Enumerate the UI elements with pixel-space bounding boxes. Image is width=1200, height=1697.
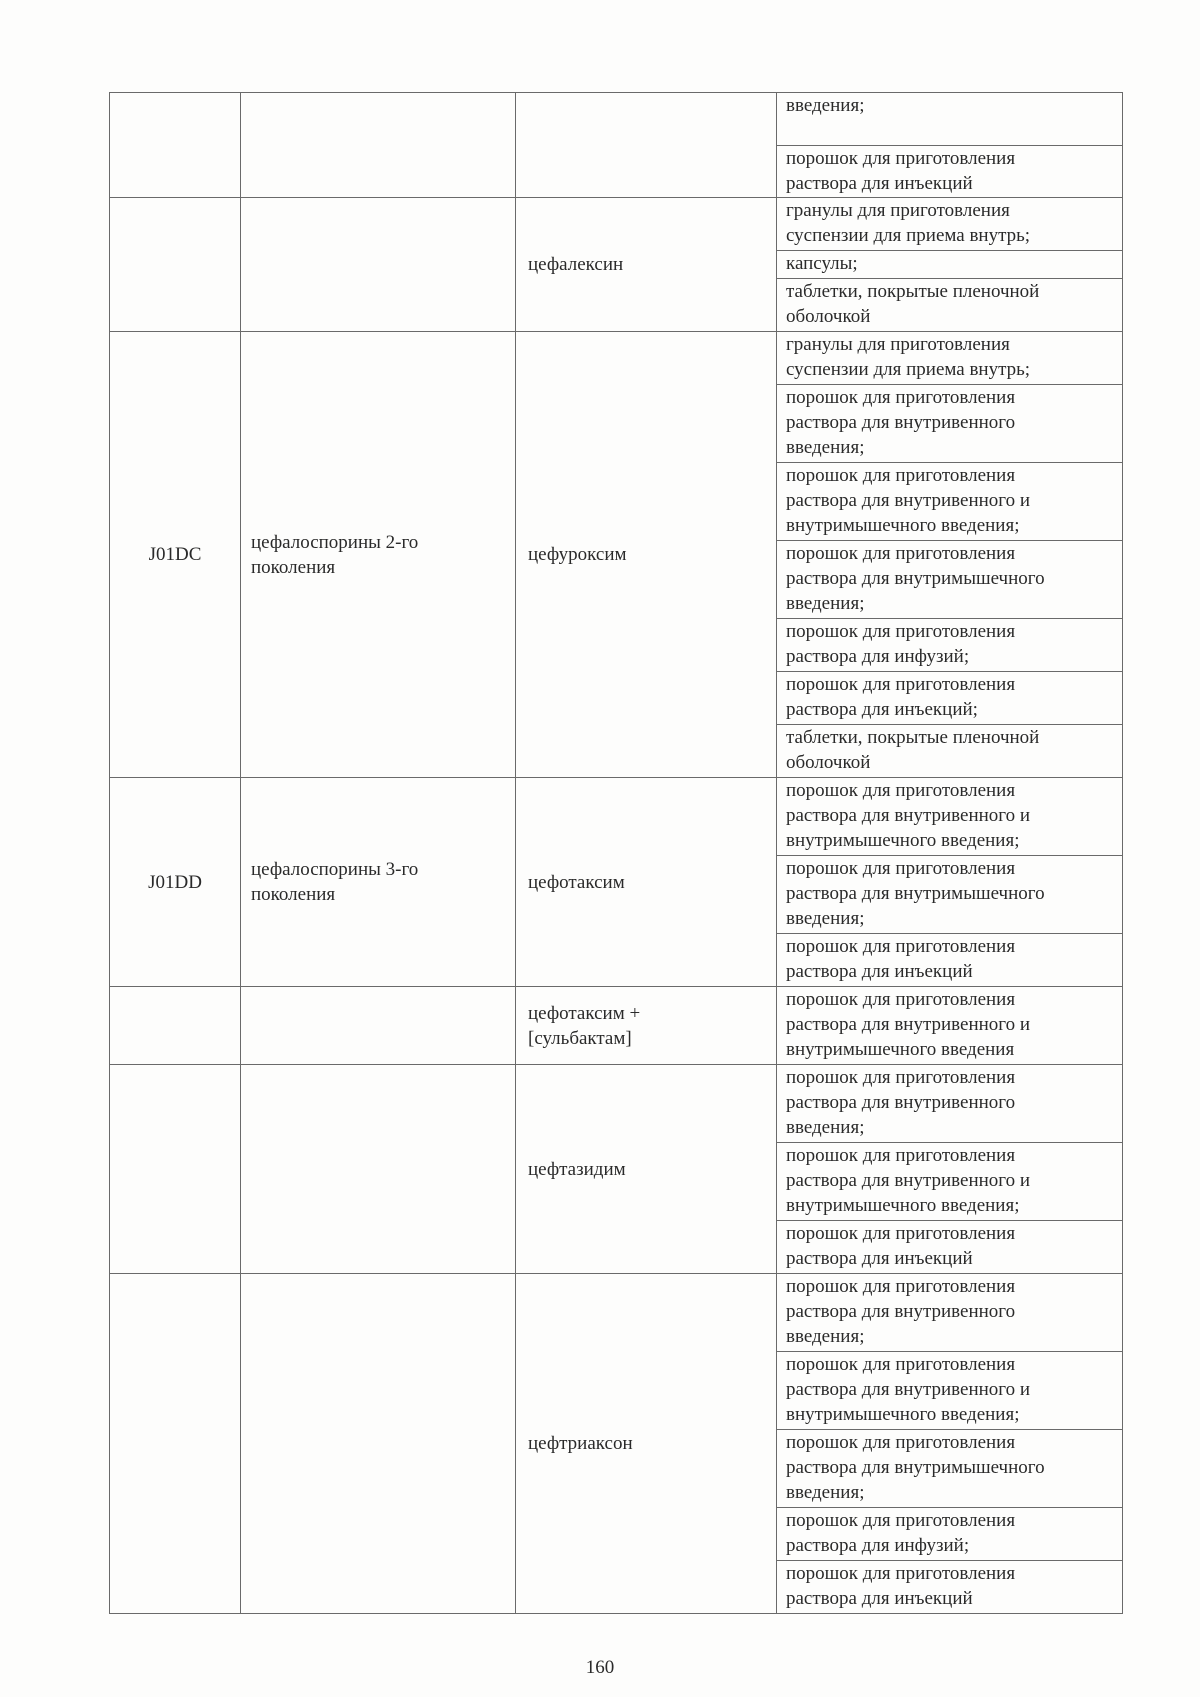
- drug-name-cell: цефотаксим: [516, 778, 777, 987]
- dosage-form-cell: таблетки, покрытые пленочной оболочкой: [777, 279, 1123, 332]
- dosage-form-cell: порошок для приготовления раствора для инъекций;: [777, 672, 1123, 725]
- therapeutic-group-cell: [241, 93, 516, 198]
- dosage-form-cell: порошок для приготовления раствора для инфузий;: [777, 619, 1123, 672]
- therapeutic-group-cell: [241, 1065, 516, 1274]
- dosage-form-cell: порошок для приготовления раствора для внутривенного введения;: [777, 1065, 1123, 1143]
- medication-table: [109, 92, 1123, 1614]
- drug-name-cell: цефотаксим + [сульбактам]: [516, 987, 777, 1065]
- dosage-form-cell: порошок для приготовления раствора для инъекций: [777, 1221, 1123, 1274]
- dosage-form-cell: гранулы для приготовления суспензии для приема внутрь;: [777, 198, 1123, 251]
- atc-code-cell: [110, 93, 241, 198]
- dosage-form-cell: таблетки, покрытые пленочной оболочкой: [777, 725, 1123, 778]
- drug-name-cell: цефтриаксон: [516, 1274, 777, 1614]
- atc-code-cell: [110, 1274, 241, 1614]
- drug-name-cell: цефалексин: [516, 198, 777, 332]
- dosage-form-cell: порошок для приготовления раствора для внутримышечного введения;: [777, 541, 1123, 619]
- therapeutic-group-cell: [241, 987, 516, 1065]
- dosage-form-cell: порошок для приготовления раствора для инъекций: [777, 934, 1123, 987]
- dosage-form-cell: порошок для приготовления раствора для внутривенного и внутримышечного введения;: [777, 1143, 1123, 1221]
- medication-table-body: [110, 93, 1123, 1614]
- atc-code-cell: [110, 1065, 241, 1274]
- drug-name-cell: цефуроксим: [516, 332, 777, 778]
- therapeutic-group-cell: цефалоспорины 3-го поколения: [241, 778, 516, 987]
- table-row: [110, 93, 1123, 146]
- table-row: [110, 778, 1123, 856]
- dosage-form-cell: порошок для приготовления раствора для внутривенного и внутримышечного введения;: [777, 463, 1123, 541]
- atc-code-cell: [110, 987, 241, 1065]
- dosage-form-cell: порошок для приготовления раствора для внутривенного введения;: [777, 385, 1123, 463]
- dosage-form-cell: порошок для приготовления раствора для внутривенного и внутримышечного введения;: [777, 1352, 1123, 1430]
- dosage-form-cell: порошок для приготовления раствора для внутривенного и внутримышечного введения;: [777, 778, 1123, 856]
- dosage-form-cell: порошок для приготовления раствора для внутримышечного введения;: [777, 1430, 1123, 1508]
- therapeutic-group-cell: [241, 198, 516, 332]
- atc-code-cell: J01DC: [110, 332, 241, 778]
- drug-name-cell: [516, 93, 777, 198]
- therapeutic-group-cell: [241, 1274, 516, 1614]
- dosage-form-cell: капсулы;: [777, 251, 1123, 279]
- page-number: 160: [585, 1657, 615, 1678]
- dosage-form-cell: порошок для приготовления раствора для внутривенного и внутримышечного введения: [777, 987, 1123, 1065]
- table-row: [110, 987, 1123, 1065]
- dosage-form-cell: гранулы для приготовления суспензии для приема внутрь;: [777, 332, 1123, 385]
- table-row: [110, 1274, 1123, 1352]
- therapeutic-group-cell: цефалоспорины 2-го поколения: [241, 332, 516, 778]
- dosage-form-cell: введения;: [777, 93, 1123, 146]
- table-row: [110, 332, 1123, 385]
- table-row: [110, 1065, 1123, 1143]
- dosage-form-cell: порошок для приготовления раствора для инъекций: [777, 1561, 1123, 1614]
- dosage-form-cell: порошок для приготовления раствора для внутривенного введения;: [777, 1274, 1123, 1352]
- drug-name-cell: цефтазидим: [516, 1065, 777, 1274]
- atc-code-cell: [110, 198, 241, 332]
- dosage-form-cell: порошок для приготовления раствора для инъекций: [777, 146, 1123, 198]
- dosage-form-cell: порошок для приготовления раствора для инфузий;: [777, 1508, 1123, 1561]
- table-row: [110, 198, 1123, 251]
- dosage-form-cell: порошок для приготовления раствора для внутримышечного введения;: [777, 856, 1123, 934]
- atc-code-cell: J01DD: [110, 778, 241, 987]
